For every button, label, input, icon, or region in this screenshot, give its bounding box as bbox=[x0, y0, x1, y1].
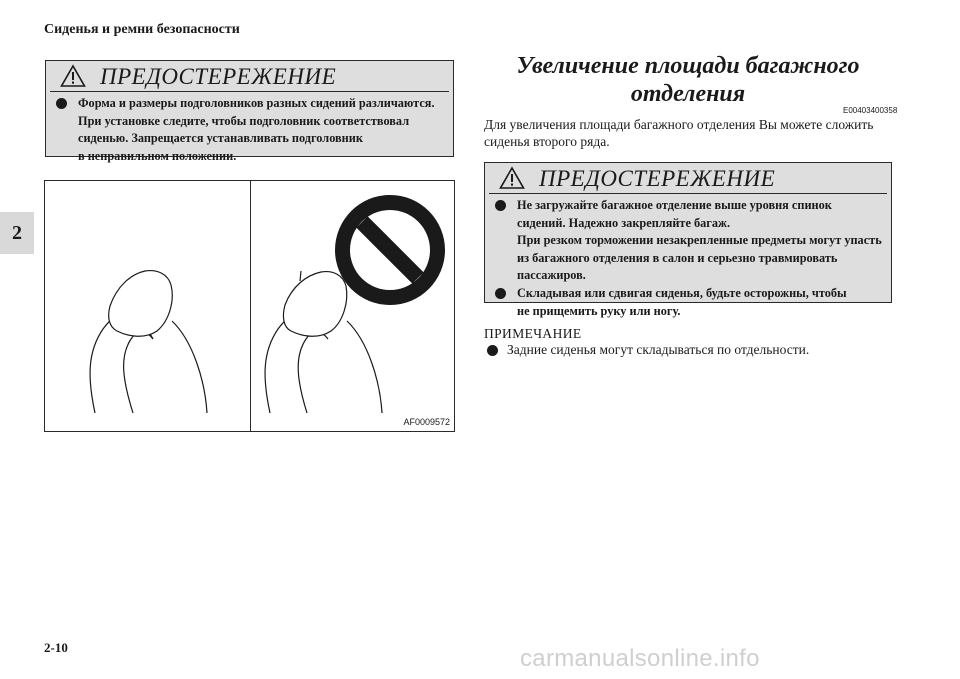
warning-triangle-icon bbox=[60, 64, 86, 88]
warning-triangle-icon bbox=[499, 166, 525, 190]
bullet-icon bbox=[495, 288, 506, 299]
note-text: Задние сиденья могут складываться по отдельности. bbox=[507, 342, 810, 357]
warning-item bbox=[493, 197, 883, 285]
correct-headrest-seat bbox=[90, 271, 207, 413]
figure-code: AF0009572 bbox=[403, 417, 450, 427]
watermark: carmanualsonline.info bbox=[520, 645, 760, 672]
warning-header bbox=[489, 163, 887, 194]
warning-title: ПРЕДОСТЕРЕЖЕНИЕ bbox=[539, 165, 776, 191]
header-title: Сиденья и ремни безопасности bbox=[44, 22, 240, 37]
warning-item bbox=[54, 95, 445, 165]
warning-item bbox=[493, 285, 883, 320]
section-text: Для увеличения площади багажного отделения Вы можете сложить сиденья второго ряда. bbox=[484, 117, 874, 149]
section-title: Увеличение площади багажного отделения bbox=[516, 53, 860, 107]
note-label: ПРИМЕЧАНИЕ bbox=[484, 326, 582, 341]
warning-text: Складывая или сдвигая сиденья, будьте осторожны, чтобы не прищемить руку или ногу. bbox=[517, 285, 847, 318]
warning-title: ПРЕДОСТЕРЕЖЕНИЕ bbox=[100, 63, 337, 89]
bullet-icon bbox=[56, 98, 67, 109]
bullet-icon bbox=[495, 200, 506, 211]
page-number: 2-10 bbox=[44, 640, 68, 655]
headrest-illustration bbox=[45, 181, 456, 433]
warning-text: Форма и размеры подголовников разных сидений различаются. При установке следите, чтобы подголовник соответствовал сиденью. Запрещается устанавливать подголовник в неправильном положении. bbox=[78, 96, 435, 163]
section-code: E00403400358 bbox=[843, 106, 898, 115]
warning-box-headrest bbox=[45, 60, 454, 163]
warning-header bbox=[50, 61, 449, 92]
prohibition-icon bbox=[335, 195, 445, 305]
warning-text: Не загружайте багажное отделение выше уровня спинок сидений. Надежно закрепляйте багаж. При резком торможении незакрепленные предметы могут упасть из багажного отделения в салон и серьезно травмировать пассажиров. bbox=[517, 198, 882, 283]
note-item bbox=[487, 342, 809, 358]
bullet-icon bbox=[487, 345, 498, 356]
headrest-figure bbox=[44, 180, 455, 432]
chapter-tab: 2 bbox=[0, 212, 34, 254]
warning-box-luggage bbox=[484, 162, 892, 318]
